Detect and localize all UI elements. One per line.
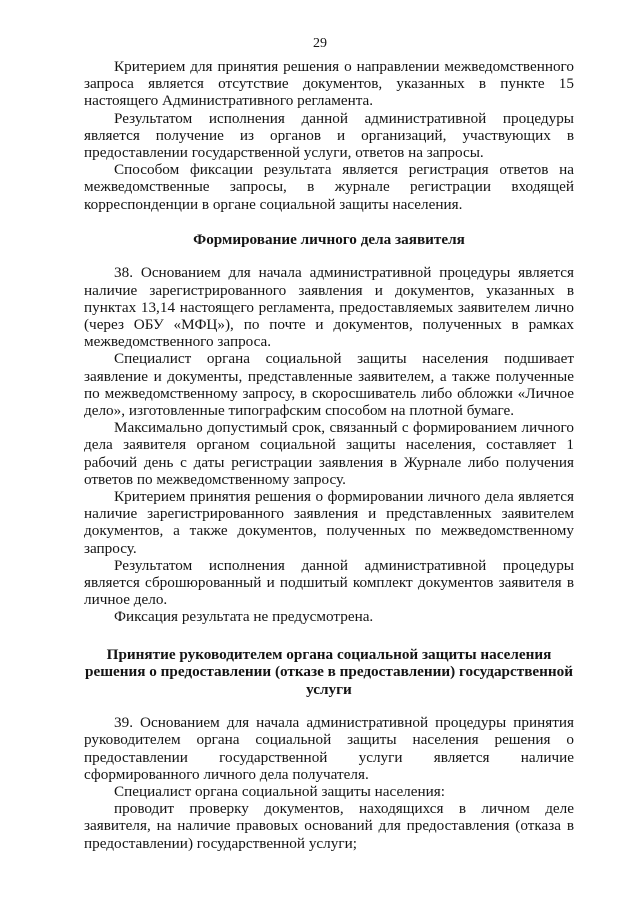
page-number: 29 [313, 36, 327, 51]
paragraph-criterion-personal-file: Критерием принятия решения о формировании личного дела является наличие зарегистрированного заявления и представленных заявителем документов, а также документов, полученных по межведомственному запросу. [84, 487, 574, 557]
paragraph-result-personal-file: Результатом исполнения данной административной процедуры является сброшюрованный и подшитый комплект документов заявителя в личное дело. [84, 556, 574, 609]
paragraph-check-documents: проводит проверку документов, находящихся в личном деле заявителя, на наличие правовых оснований для предоставления (отказа в предоставлении) государственной услуги; [84, 800, 574, 852]
paragraph-fixation-registration: Способом фиксации результата является регистрация ответов на межведомственные запросы, в журнале регистрации входящей корреспонденции в органе социальной защиты населения. [84, 161, 574, 213]
paragraph-specialist-files: Специалист органа социальной защиты населения подшивает заявление и документы, представленные заявителем, а также полученные по межведомственному запросу, в скоросшиватель либо обложки «Личное дело», изготовленные типографским способом на плотной бумаге. [84, 350, 574, 419]
paragraph-max-term: Максимально допустимый срок, связанный с формированием личного дела заявителя органом социальной защиты населения, составляет 1 рабочий день с даты регистрации заявления в Журнале либо получения ответов по межведомственному запросу. [84, 419, 574, 488]
paragraph-specialist-intro: Специалист органа социальной защиты населения: [114, 782, 445, 800]
section-heading-decision: Принятие руководителем органа социальной защиты населения решения о предоставлении (отказе в предоставлении) государственной услуги [85, 645, 573, 698]
section-heading-personal-file: Формирование личного дела заявителя [193, 230, 465, 248]
paragraph-38-basis: 38. Основанием для начала административной процедуры является наличие зарегистрированного заявления и документов, указанных в пунктах 13,14 настоящего регламента, предоставляемых заявителем лично (через ОБУ «МФЦ»), по почте и документов, полученных в рамках межведомственного запроса. [84, 264, 574, 351]
paragraph-result-responses: Результатом исполнения данной административной процедуры является получение из органов и организаций, участвующих в предоставлении государственной услуги, ответов на запросы. [84, 109, 574, 162]
document-body [84, 58, 574, 852]
paragraph-criterion-request: Критерием для принятия решения о направлении межведомственного запроса является отсутствие документов, указанных в пункте 15 настоящего Административного регламента. [84, 58, 574, 110]
paragraph-fixation-none: Фиксация результата не предусмотрена. [114, 608, 374, 626]
paragraph-39-basis: 39. Основанием для начала административной процедуры принятия руководителем органа социальной защиты населения решения о предоставлении государственной услуги является наличие сформированного личного дела получателя. [84, 714, 574, 783]
